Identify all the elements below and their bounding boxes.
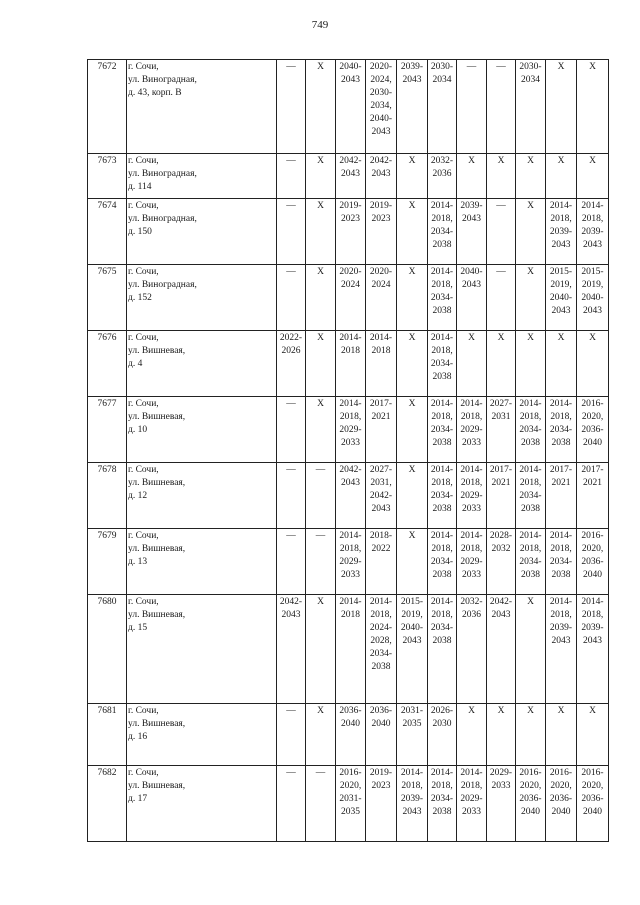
- schedule-cell: 2015- 2019, 2040- 2043: [397, 595, 428, 704]
- schedule-cell: 2014- 2018, 2029- 2033: [457, 529, 487, 595]
- schedule-cell: 2014- 2018, 2034- 2038: [428, 199, 457, 265]
- schedule-cell: 2036- 2040: [336, 704, 366, 766]
- table-row: [88, 331, 609, 397]
- schedule-cell: —: [306, 766, 336, 842]
- address-cell: г. Сочи, ул. Виноградная, д. 43, корп. В: [127, 60, 277, 154]
- address-cell: г. Сочи, ул. Вишневая, д. 16: [127, 704, 277, 766]
- schedule-cell: 2040- 2043: [457, 265, 487, 331]
- schedule-cell: —: [277, 397, 306, 463]
- table-row: [88, 529, 609, 595]
- table-row: [88, 199, 609, 265]
- schedule-cell: 2014- 2018, 2034- 2038: [428, 463, 457, 529]
- schedule-cell: 2026- 2030: [428, 704, 457, 766]
- schedule-cell: 2020- 2024: [336, 265, 366, 331]
- schedule-cell: X: [397, 397, 428, 463]
- schedule-cell: 2042- 2043: [336, 154, 366, 199]
- schedule-cell: X: [457, 704, 487, 766]
- schedule-cell: X: [457, 154, 487, 199]
- schedule-cell: 2017- 2021: [546, 463, 577, 529]
- address-cell: г. Сочи, ул. Вишневая, д. 10: [127, 397, 277, 463]
- row-number: 7679: [88, 529, 127, 595]
- schedule-cell: —: [277, 199, 306, 265]
- schedule-cell: —: [277, 265, 306, 331]
- schedule-cell: 2014- 2018, 2039- 2043: [546, 595, 577, 704]
- schedule-cell: 2016- 2020, 2036- 2040: [577, 529, 609, 595]
- schedule-cell: X: [577, 60, 609, 154]
- row-number: 7673: [88, 154, 127, 199]
- schedule-cell: 2014- 2018, 2034- 2038: [428, 595, 457, 704]
- schedule-cell: 2014- 2018, 2034- 2038: [428, 766, 457, 842]
- schedule-cell: —: [277, 529, 306, 595]
- schedule-cell: 2014- 2018, 2029- 2033: [336, 397, 366, 463]
- schedule-cell: 2020- 2024: [366, 265, 397, 331]
- schedule-cell: 2015- 2019, 2040- 2043: [546, 265, 577, 331]
- schedule-cell: 2031- 2035: [397, 704, 428, 766]
- page-number: 749: [311, 19, 329, 31]
- schedule-cell: —: [457, 60, 487, 154]
- schedule-cell: 2014- 2018, 2024- 2028, 2034- 2038: [366, 595, 397, 704]
- schedule-cell: 2036- 2040: [366, 704, 397, 766]
- row-number: 7675: [88, 265, 127, 331]
- schedule-cell: 2027- 2031: [487, 397, 516, 463]
- schedule-cell: 2029- 2033: [487, 766, 516, 842]
- schedule-cell: X: [577, 331, 609, 397]
- schedule-cell: 2017- 2021: [487, 463, 516, 529]
- schedule-cell: 2014- 2018, 2034- 2038: [428, 529, 457, 595]
- schedule-cell: 2039- 2043: [397, 60, 428, 154]
- schedule-cell: X: [516, 595, 546, 704]
- schedule-cell: 2028- 2032: [487, 529, 516, 595]
- schedule-cell: 2016- 2020, 2036- 2040: [577, 766, 609, 842]
- schedule-cell: 2018- 2022: [366, 529, 397, 595]
- schedule-cell: X: [516, 154, 546, 199]
- schedule-cell: —: [277, 704, 306, 766]
- schedule-cell: —: [277, 154, 306, 199]
- schedule-cell: 2014- 2018, 2034- 2038: [516, 397, 546, 463]
- schedule-cell: 2014- 2018, 2034- 2038: [516, 463, 546, 529]
- schedule-cell: X: [516, 199, 546, 265]
- row-number: 7680: [88, 595, 127, 704]
- schedule-cell: 2020- 2024, 2030- 2034, 2040- 2043: [366, 60, 397, 154]
- table-row: [88, 595, 609, 704]
- schedule-cell: 2014- 2018, 2039- 2043: [546, 199, 577, 265]
- schedule-cell: X: [397, 331, 428, 397]
- schedule-cell: 2042- 2043: [487, 595, 516, 704]
- schedule-cell: X: [397, 154, 428, 199]
- schedule-cell: —: [306, 529, 336, 595]
- table-row: [88, 704, 609, 766]
- schedule-cell: 2014- 2018, 2029- 2033: [457, 766, 487, 842]
- row-number: 7681: [88, 704, 127, 766]
- table-row: [88, 154, 609, 199]
- schedule-cell: X: [577, 154, 609, 199]
- schedule-cell: X: [397, 529, 428, 595]
- schedule-cell: —: [277, 766, 306, 842]
- schedule-cell: 2014- 2018, 2034- 2038: [428, 265, 457, 331]
- schedule-cell: X: [306, 331, 336, 397]
- table-row: [88, 463, 609, 529]
- address-cell: г. Сочи, ул. Вишневая, д. 4: [127, 331, 277, 397]
- schedule-cell: X: [306, 397, 336, 463]
- schedule-cell: 2014- 2018: [366, 331, 397, 397]
- address-cell: г. Сочи, ул. Виноградная, д. 150: [127, 199, 277, 265]
- schedule-cell: 2042- 2043: [336, 463, 366, 529]
- schedule-cell: 2016- 2020, 2036- 2040: [546, 766, 577, 842]
- schedule-cell: 2014- 2018, 2029- 2033: [457, 463, 487, 529]
- schedule-cell: 2027- 2031, 2042- 2043: [366, 463, 397, 529]
- schedule-cell: 2015- 2019, 2040- 2043: [577, 265, 609, 331]
- schedule-cell: X: [397, 265, 428, 331]
- schedule-cell: X: [306, 199, 336, 265]
- schedule-cell: 2014- 2018, 2029- 2033: [336, 529, 366, 595]
- row-number: 7676: [88, 331, 127, 397]
- schedule-cell: 2014- 2018, 2039- 2043: [577, 199, 609, 265]
- schedule-cell: 2032- 2036: [457, 595, 487, 704]
- address-cell: г. Сочи, ул. Виноградная, д. 152: [127, 265, 277, 331]
- schedule-cell: 2016- 2020, 2036- 2040: [516, 766, 546, 842]
- row-number: 7682: [88, 766, 127, 842]
- schedule-cell: X: [397, 463, 428, 529]
- schedule-cell: X: [457, 331, 487, 397]
- schedule-cell: 2030- 2034: [428, 60, 457, 154]
- schedule-cell: 2014- 2018, 2034- 2038: [428, 331, 457, 397]
- schedule-cell: —: [306, 463, 336, 529]
- schedule-cell: —: [487, 265, 516, 331]
- schedule-cell: X: [546, 60, 577, 154]
- schedule-cell: 2014- 2018, 2039- 2043: [397, 766, 428, 842]
- address-cell: г. Сочи, ул. Вишневая, д. 15: [127, 595, 277, 704]
- schedule-cell: 2014- 2018, 2034- 2038: [546, 397, 577, 463]
- schedule-cell: 2014- 2018: [336, 595, 366, 704]
- schedule-cell: X: [306, 154, 336, 199]
- schedule-cell: 2016- 2020, 2036- 2040: [577, 397, 609, 463]
- schedule-cell: X: [546, 154, 577, 199]
- row-number: 7678: [88, 463, 127, 529]
- address-cell: г. Сочи, ул. Вишневая, д. 12: [127, 463, 277, 529]
- schedule-cell: X: [306, 265, 336, 331]
- schedule-cell: 2032- 2036: [428, 154, 457, 199]
- schedule-cell: X: [516, 331, 546, 397]
- schedule-cell: X: [487, 154, 516, 199]
- schedule-cell: —: [487, 60, 516, 154]
- schedule-cell: 2030- 2034: [516, 60, 546, 154]
- schedule-cell: 2039- 2043: [457, 199, 487, 265]
- schedule-cell: 2014- 2018, 2034- 2038: [546, 529, 577, 595]
- schedule-cell: X: [487, 704, 516, 766]
- schedule-cell: 2040- 2043: [336, 60, 366, 154]
- table-row: [88, 397, 609, 463]
- schedule-cell: 2019- 2023: [366, 766, 397, 842]
- schedule-cell: —: [487, 199, 516, 265]
- schedule-cell: X: [546, 704, 577, 766]
- schedule-cell: 2014- 2018, 2034- 2038: [428, 397, 457, 463]
- schedule-cell: 2014- 2018, 2034- 2038: [516, 529, 546, 595]
- address-cell: г. Сочи, ул. Вишневая, д. 17: [127, 766, 277, 842]
- table-row: [88, 265, 609, 331]
- schedule-cell: 2014- 2018, 2029- 2033: [457, 397, 487, 463]
- schedule-cell: 2042- 2043: [366, 154, 397, 199]
- housing-repair-schedule-table: [87, 59, 609, 842]
- row-number: 7674: [88, 199, 127, 265]
- address-cell: г. Сочи, ул. Вишневая, д. 13: [127, 529, 277, 595]
- table-row: [88, 60, 609, 154]
- schedule-cell: 2017- 2021: [577, 463, 609, 529]
- row-number: 7677: [88, 397, 127, 463]
- schedule-cell: 2022- 2026: [277, 331, 306, 397]
- schedule-cell: 2042- 2043: [277, 595, 306, 704]
- schedule-cell: 2019- 2023: [336, 199, 366, 265]
- table-row: [88, 766, 609, 842]
- schedule-cell: —: [277, 60, 306, 154]
- row-number: 7672: [88, 60, 127, 154]
- schedule-cell: X: [516, 704, 546, 766]
- schedule-cell: 2017- 2021: [366, 397, 397, 463]
- schedule-cell: X: [516, 265, 546, 331]
- schedule-cell: X: [306, 704, 336, 766]
- schedule-cell: —: [277, 463, 306, 529]
- schedule-cell: X: [306, 60, 336, 154]
- schedule-cell: 2019- 2023: [366, 199, 397, 265]
- schedule-cell: 2014- 2018, 2039- 2043: [577, 595, 609, 704]
- schedule-cell: X: [306, 595, 336, 704]
- schedule-cell: 2016- 2020, 2031- 2035: [336, 766, 366, 842]
- schedule-cell: X: [546, 331, 577, 397]
- schedule-cell: 2014- 2018: [336, 331, 366, 397]
- schedule-cell: X: [487, 331, 516, 397]
- address-cell: г. Сочи, ул. Виноградная, д. 114: [127, 154, 277, 199]
- schedule-cell: X: [577, 704, 609, 766]
- schedule-cell: X: [397, 199, 428, 265]
